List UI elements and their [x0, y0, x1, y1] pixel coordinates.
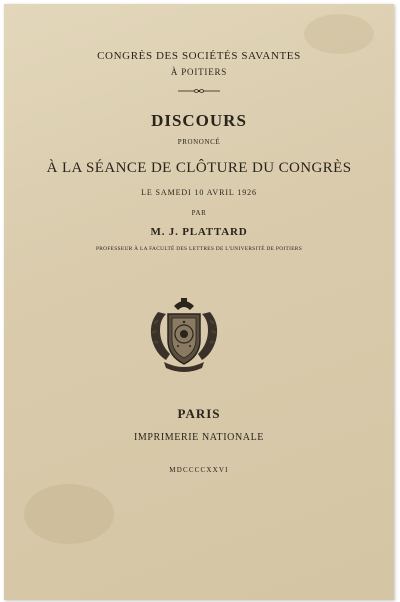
delivered-label: PRONONCÉ — [177, 138, 221, 146]
document-title: DISCOURS — [151, 111, 247, 130]
by-label: PAR — [191, 209, 207, 217]
paper-stain — [24, 484, 114, 544]
paper-stain — [304, 14, 374, 54]
publication-year: MDCCCCXXVI — [169, 466, 229, 474]
session-title: À LA SÉANCE DE CLÔTURE DU CONGRÈS — [46, 160, 352, 176]
printer-name: IMPRIMERIE NATIONALE — [133, 432, 265, 443]
congress-heading: CONGRÈS DES SOCIÉTÉS SAVANTES — [97, 50, 301, 62]
event-date: LE SAMEDI 10 AVRIL 1926 — [141, 188, 257, 197]
author-title: PROFESSEUR À LA FACULTÉ DES LETTRES DE L'UNIVERSITÉ DE POITIERS — [95, 246, 302, 252]
city-line: À POITIERS — [170, 67, 228, 77]
ornament-divider-icon — [176, 87, 222, 95]
publication-place: PARIS — [177, 406, 221, 421]
document-page — [4, 4, 394, 600]
author-name: M. J. PLATTARD — [150, 226, 248, 238]
republic-emblem-icon — [144, 294, 224, 376]
